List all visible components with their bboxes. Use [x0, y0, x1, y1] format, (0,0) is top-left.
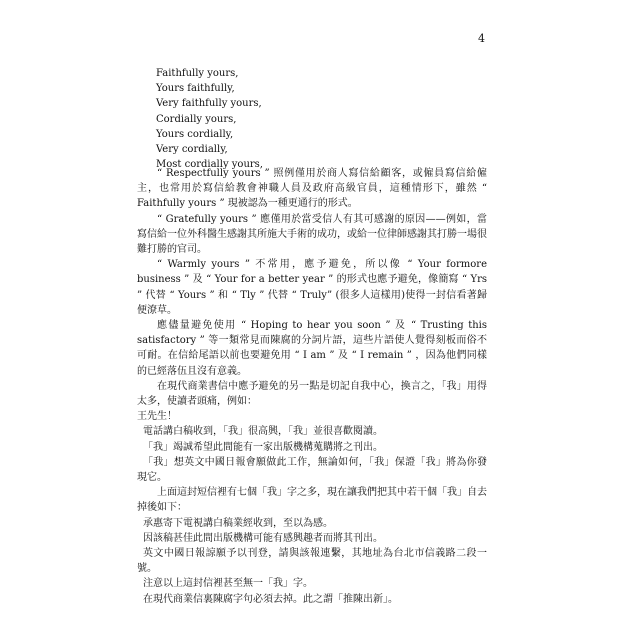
- letter-salutation: 王先生！: [137, 411, 177, 423]
- revised-line: 英文中國日報諒願予以刊登，請與該報連繫，其地址為台北市信義路二段一號。: [137, 548, 487, 575]
- paragraph-gratefully: “ Gratefully yours ” 應僅用於當受信人有其可感謝的原因——例如，當寫信給一位外科醫生感謝其所施大手術的成功，或給一位律師感謝其打勝一場很難打勝的官司。: [137, 213, 487, 256]
- page-number: 4: [478, 32, 485, 45]
- paragraph-warmly: “ Warmly yours ” 不常用，應予避免，所以像 “ Your formore business ” 及 “ Your for a better year ” 的形式也應予避免，像簡寫 “ Yrs ” 代替 “ Yours ” 和 “ Tly ” 代替 “ Truly” (很多人這樣用)使得一封信看著歸便潦草。: [137, 259, 487, 316]
- paragraph-revision-intro: 上面這封短信裡有七個「我」字之多，現在讓我們把其中若干個「我」自去掉後如下：: [137, 487, 487, 514]
- paragraph-respectfully: “ Respectfully yours ” 照例僅用於商人寫信給顧客，或僱員寫信給僱主，也常用於寫信給教會神職人員及政府高級官員，這種情形下，雖然 “ Faithfully yours ” 現被認為一種更通行的形式。: [137, 168, 487, 210]
- paragraph-participles: 應儘量避免使用 “ Hoping to hear you soon ” 及 “ Trusting this satisfactory ” 等一類常見而陳腐的分詞片語，這些片語使人覺得刻板而俗不可耐。在信給尾語以前也要避免用 “ I am ” 及 “ I remain ” ，因為他們同樣的已經落伍且沒有意義。: [137, 320, 487, 377]
- closing-line: Yours faithfully,: [156, 83, 235, 95]
- closing-line: Most cordially yours,: [156, 159, 263, 171]
- revised-line: 因該稿甚佳此間出版機構可能有感興趣者而將其刊出。: [143, 532, 383, 544]
- closing-line: Yours cordially,: [156, 128, 234, 140]
- revised-line: 承惠寄下電視講白稿業經收到，至以為感。: [143, 517, 333, 529]
- paragraph-self-centered: 在現代商業書信中應予避免的另一點是切記自我中心，換言之，「我」用得太多，使讀者頭痛，例如：: [137, 380, 487, 408]
- example-line: 「我」竭誠希望此間能有一家出版機構蒐購將之刊出。: [143, 441, 383, 453]
- example-line: 「我」想英文中國日報會願做此工作，無論如何，「我」保證「我」將為你發現它。: [137, 456, 487, 484]
- example-line: 電話講白稿收到，「我」很高興，「我」並很喜歡閱讀。: [143, 426, 383, 438]
- closing-line: Faithfully yours,: [156, 68, 239, 79]
- body-text: [137, 166, 487, 607]
- closing-list: [156, 66, 263, 172]
- revised-line: 在現代商業信裏陳腐字句必須去掉。此之謂「推陳出新」。: [143, 593, 398, 605]
- closing-line: Very cordially,: [156, 144, 228, 156]
- closing-line: Cordially yours,: [156, 113, 237, 125]
- revised-line: 注意以上這封信裡甚至無一「我」字。: [143, 578, 313, 590]
- closing-line: Very faithfully yours,: [156, 98, 262, 110]
